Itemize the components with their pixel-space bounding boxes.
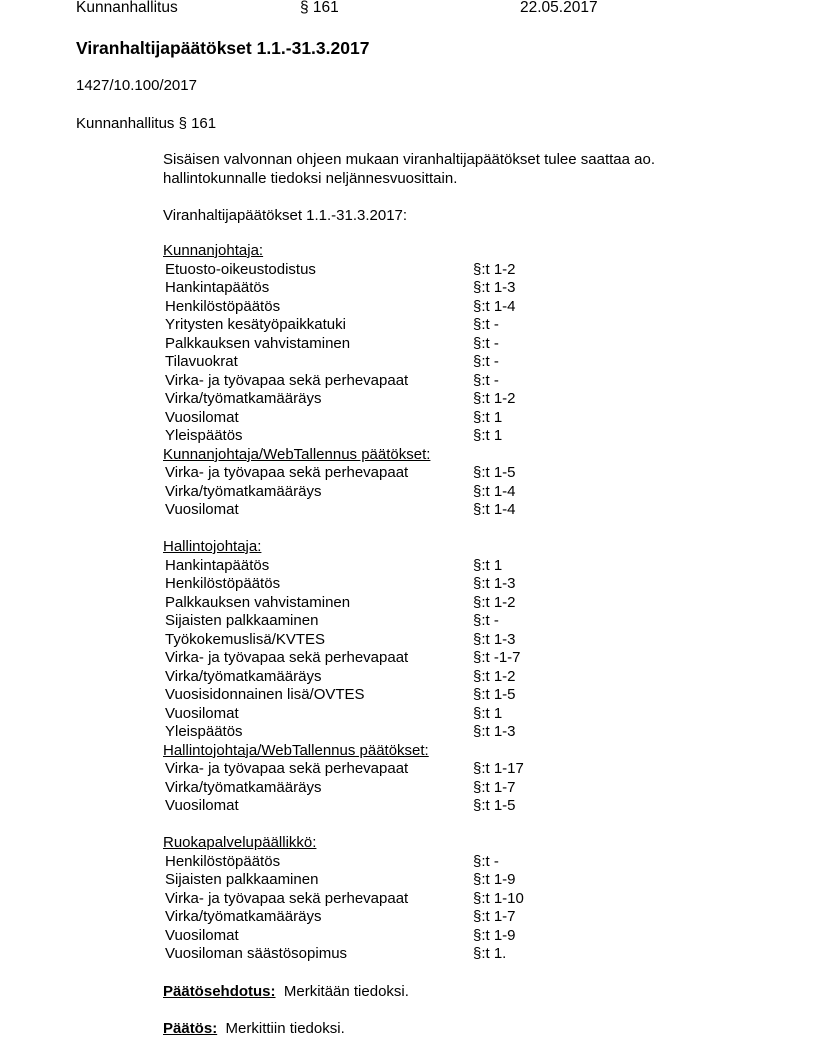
decision-row — [163, 649, 643, 668]
decision-row — [163, 298, 643, 317]
decision-row — [163, 631, 643, 650]
decision-sections — [163, 242, 643, 982]
decision-row — [163, 890, 643, 909]
decision-type: Sijaisten palkkaaminen — [165, 871, 319, 888]
decision-type: Vuosilomat — [165, 797, 239, 814]
section-numbers: §:t 1-3 — [473, 575, 516, 592]
decision-type: Virka- ja työvapaa sekä perhevapaat — [165, 649, 409, 666]
decision-type: Virka- ja työvapaa sekä perhevapaat — [165, 889, 409, 907]
decision-type: Yleispäätös — [165, 723, 243, 740]
section-numbers: §:t - — [473, 371, 499, 389]
decision-type: Vuosilomat — [165, 408, 239, 426]
section-numbers: §:t 1-2 — [473, 390, 516, 407]
decision-type: Yleispäätös — [165, 427, 243, 444]
decision-type: Virka- ja työvapaa sekä perhevapaat — [165, 371, 409, 389]
decision-type: Vuosiloman säästösopimus — [165, 945, 348, 962]
decision-type: Henkilöstöpäätös — [165, 575, 281, 592]
section-numbers: §:t - — [473, 852, 499, 870]
section-numbers: §:t 1-3 — [473, 279, 516, 296]
section-heading: Hallintojohtaja/WebTallennus päätökset: — [163, 741, 429, 759]
decision-type: Vuosilomat — [165, 501, 239, 518]
header-body: Kunnanhallitus — [76, 0, 178, 16]
section-numbers: §:t 1-5 — [473, 686, 516, 703]
section-numbers: §:t 1-4 — [473, 501, 516, 518]
section-numbers: §:t 1-10 — [473, 889, 524, 907]
decision-type: Henkilöstöpäätös — [165, 297, 281, 315]
decision-row — [163, 501, 643, 520]
decision-row — [163, 427, 643, 446]
decision-row — [163, 871, 643, 890]
decision-row — [163, 557, 643, 576]
decision-row — [163, 853, 643, 872]
section-numbers: §:t - — [473, 334, 499, 352]
decision-type: Palkkauksen vahvistaminen — [165, 334, 351, 352]
decision-type: Hankintapäätös — [165, 279, 270, 296]
header-date: 22.05.2017 — [520, 0, 598, 16]
section-numbers: §:t 1-2 — [473, 593, 516, 611]
document-header — [0, 0, 816, 18]
decision-row — [163, 686, 643, 705]
section-numbers: §:t 1-7 — [473, 908, 516, 925]
decision-type: Virka/työmatkamääräys — [165, 908, 322, 925]
decision-type: Sijaisten palkkaaminen — [165, 612, 319, 629]
decision-row — [163, 464, 643, 483]
decision-row — [163, 594, 643, 613]
section-numbers: §:t 1 — [473, 427, 503, 444]
section-heading: Ruokapalvelupäällikkö: — [163, 834, 317, 851]
decision-type: Virka/työmatkamääräys — [165, 778, 322, 796]
decision-row — [163, 390, 643, 409]
proposal-label: Päätösehdotus: — [163, 983, 276, 1000]
reference-number: 1427/10.100/2017 — [76, 77, 197, 94]
decision-row — [163, 760, 643, 779]
section-numbers: §:t 1-3 — [473, 630, 516, 648]
decision-row — [163, 779, 643, 798]
decision-type: Etuosto-oikeustodistus — [165, 260, 316, 278]
decision-row — [163, 575, 643, 594]
decision-type: Virka- ja työvapaa sekä perhevapaat — [165, 760, 409, 777]
decision — [163, 1019, 345, 1039]
proposal — [163, 982, 409, 1002]
header-section: § 161 — [300, 0, 339, 16]
decision-type: Virka/työmatkamääräys — [165, 390, 322, 407]
decision-row — [163, 945, 643, 964]
decision-row — [163, 723, 643, 742]
intro-line: hallintokunnalle tiedoksi neljännesvuosittain. — [163, 170, 458, 187]
decision-row — [163, 797, 643, 816]
section-numbers: §:t 1-9 — [473, 871, 516, 888]
section-heading: Hallintojohtaja: — [163, 538, 262, 555]
decision-type: Virka/työmatkamääräys — [165, 667, 322, 685]
section-numbers: §:t 1 — [473, 704, 503, 722]
decision-type: Yritysten kesätyöpaikkatuki — [165, 316, 346, 333]
decision-row — [163, 261, 643, 280]
decision-section — [163, 834, 643, 964]
board-section: Kunnanhallitus § 161 — [76, 115, 217, 132]
decision-row — [163, 353, 643, 372]
section-numbers: §:t 1-9 — [473, 926, 516, 944]
decision-type: Virka- ja työvapaa sekä perhevapaat — [165, 464, 409, 481]
decision-type: Palkkauksen vahvistaminen — [165, 593, 351, 611]
decision-type: Vuosilomat — [165, 926, 239, 944]
section-heading: Kunnanjohtaja: — [163, 242, 264, 259]
section-numbers: §:t - — [473, 353, 499, 370]
decision-row — [163, 372, 643, 391]
decision-row — [163, 316, 643, 335]
decision-section — [163, 242, 643, 520]
section-numbers: §:t 1-4 — [473, 482, 516, 500]
section-numbers: §:t 1-5 — [473, 797, 516, 814]
decision-type: Hankintapäätös — [165, 556, 270, 574]
intro-line: Sisäisen valvonnan ohjeen mukaan viranhaltijapäätökset tulee saattaa ao. — [163, 151, 655, 168]
section-heading: Kunnanjohtaja/WebTallennus päätökset: — [163, 445, 431, 463]
decision-text: Merkittiin tiedoksi. — [225, 1020, 345, 1037]
decision-label: Päätös: — [163, 1020, 218, 1037]
decision-type: Vuosisidonnainen lisä/OVTES — [165, 686, 365, 703]
section-numbers: §:t 1-7 — [473, 778, 516, 796]
decision-type: Tilavuokrat — [165, 353, 238, 370]
document-title: Viranhaltijapäätökset 1.1.-31.3.2017 — [76, 38, 370, 58]
decision-type: Henkilöstöpäätös — [165, 852, 281, 870]
section-numbers: §:t 1-17 — [473, 760, 524, 777]
section-numbers: §:t 1-2 — [473, 260, 516, 278]
decision-row — [163, 612, 643, 631]
decision-row — [163, 279, 643, 298]
section-numbers: §:t - — [473, 612, 499, 629]
section-numbers: §:t - — [473, 316, 499, 333]
proposal-text: Merkitään tiedoksi. — [283, 983, 409, 1000]
decision-type: Työkokemuslisä/KVTES — [165, 630, 326, 648]
decision-row — [163, 335, 643, 354]
decision-row — [163, 668, 643, 687]
decision-row — [163, 409, 643, 428]
section-numbers: §:t 1-2 — [473, 667, 516, 685]
decision-row — [163, 483, 643, 502]
section-numbers: §:t 1-3 — [473, 723, 516, 740]
section-numbers: §:t 1 — [473, 408, 503, 426]
list-intro: Viranhaltijapäätökset 1.1.-31.3.2017: — [163, 207, 408, 224]
section-numbers: §:t -1-7 — [473, 649, 521, 666]
decision-row — [163, 908, 643, 927]
section-numbers: §:t 1-5 — [473, 464, 516, 481]
decision-section — [163, 538, 643, 816]
decision-type: Virka/työmatkamääräys — [165, 482, 322, 500]
section-numbers: §:t 1. — [473, 945, 507, 962]
intro-paragraph — [163, 150, 743, 188]
decision-row — [163, 927, 643, 946]
decision-row — [163, 705, 643, 724]
section-numbers: §:t 1-4 — [473, 297, 516, 315]
section-numbers: §:t 1 — [473, 556, 503, 574]
decision-type: Vuosilomat — [165, 704, 239, 722]
